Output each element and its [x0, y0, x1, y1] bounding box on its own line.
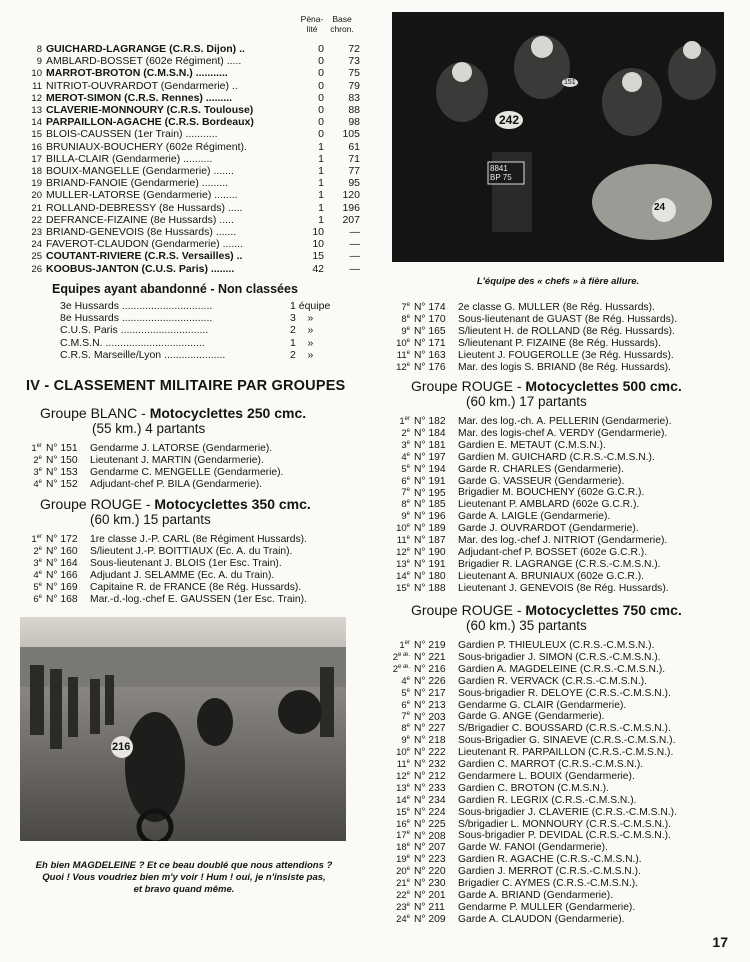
- abandon-title: Equipes ayant abandonné - Non classées: [52, 282, 298, 296]
- entry-position: 10e: [396, 337, 410, 349]
- entry-number: N° 166: [46, 569, 78, 581]
- entry-position: 10e: [396, 523, 410, 535]
- entry-number: N° 152: [46, 478, 78, 490]
- entry-rider: S/lieutenant P. FIZAINE (8e Rég. Hussards).: [458, 337, 661, 349]
- ranking-penalty: 10: [312, 238, 324, 251]
- entry-number: N° 170: [414, 314, 446, 326]
- ranking-rank: 25: [31, 251, 42, 263]
- entry-rider: Sous-lieutenant J. BLOIS (1er Esc. Train).: [90, 557, 282, 569]
- entry-number: N° 217: [414, 687, 446, 699]
- entry-number: N° 222: [414, 747, 446, 759]
- ranking-team: BRIAND-FANOIE (Gendarmerie) .........: [46, 177, 229, 190]
- ranking-penalty: 0: [318, 79, 324, 92]
- group-class: Motocyclettes 750 cmc.: [525, 602, 682, 618]
- ranking-base-time: 196: [342, 201, 360, 214]
- entry-position: 23e: [396, 901, 410, 913]
- entry-number: N° 164: [46, 557, 78, 569]
- ranking-base-time: —: [349, 226, 360, 238]
- entry-position: $2^{e æ.}$: [392, 663, 410, 675]
- entry-rider: Mar. des log.-ch. A. PELLERIN (Gendarmerie).: [458, 416, 672, 428]
- entry-position: 5e: [33, 581, 42, 593]
- section-title: IV - CLASSEMENT MILITAIRE PAR GROUPES: [26, 378, 346, 394]
- entry-rider: Gendarme J. LATORSE (Gendarmerie).: [90, 443, 273, 455]
- entry-rider: S/brigadier L. MONNOURY (C.R.S.-C.M.S.N.).: [458, 818, 672, 830]
- ranking-penalty: 1: [318, 213, 324, 226]
- ranking-base-time: 83: [348, 91, 360, 104]
- entry-position: 21e: [396, 878, 410, 890]
- entry-rider: Gardien A. MAGDELEINE (C.R.S.-C.M.S.N.).: [458, 663, 666, 675]
- entry-position: 11e: [396, 535, 410, 547]
- entry-number: N° 220: [414, 866, 446, 878]
- ranking-team: BRUNIAUX-BOUCHERY (602e Régiment).: [46, 140, 247, 153]
- entry-rider: Gendarmere L. BOUIX (Gendarmerie).: [458, 771, 635, 783]
- entry-rider: S/Brigadier C. BOUSSARD (C.R.S.-C.M.S.N.).: [458, 723, 671, 735]
- entry-position: 11e: [396, 759, 410, 771]
- entry-position: 24e: [396, 913, 410, 925]
- entry-number: N° 234: [414, 794, 446, 806]
- entry-number: N° 197: [414, 451, 446, 463]
- entry-number: N° 174: [414, 302, 446, 314]
- entry-rider: Lieutenant R. PARPAILLON (C.R.S.-C.M.S.N.).: [458, 747, 674, 759]
- entry-position: 2e: [33, 454, 42, 467]
- entry-position: 22e: [396, 889, 410, 902]
- abandon-row: [60, 337, 340, 349]
- ranking-team: DEFRANCE-FIZAINE (8e Hussards) .....: [46, 213, 234, 226]
- entry-rider: Gardien R. LEGRIX (C.R.S.-C.M.S.N.).: [458, 794, 637, 806]
- abandon-team: C.M.S.N. ..................................: [60, 336, 205, 349]
- entry-number: N° 180: [414, 570, 446, 582]
- entry-position: 1er: [399, 416, 410, 428]
- entry-number: N° 191: [414, 475, 446, 487]
- entry-position: 12e: [396, 361, 410, 373]
- group-title: [40, 496, 311, 512]
- entry-number: N° 165: [414, 325, 446, 337]
- entry-rider: Sous-brigadier P. DEVIDAL (C.R.S.-C.M.S.N.).: [458, 830, 671, 842]
- ranking-rank: 24: [31, 239, 42, 251]
- ranking-penalty: 1: [318, 152, 324, 165]
- entry-position: 12e: [396, 770, 410, 783]
- ranking-team: CLAVERIE-MONNOURY (C.R.S. Toulouse): [46, 104, 254, 116]
- entry-position: 20e: [396, 866, 410, 878]
- entry-position: 7e: [401, 487, 410, 499]
- entry-position: 18e: [396, 842, 410, 854]
- entry-position: 19e: [396, 854, 410, 866]
- entry-position: 17e: [396, 830, 410, 842]
- entry-rider: Lieutenant A. BRUNIAUX (602e G.C.R.).: [458, 570, 644, 582]
- photo-chefs-team: [392, 12, 724, 262]
- ranking-team: KOOBUS-JANTON (C.U.S. Paris) ........: [46, 262, 235, 275]
- entry-rider: 1re classe J.-P. CARL (8e Régiment Hussards).: [90, 534, 307, 546]
- entry-rider: Lieutenant P. AMBLARD (602e G.C.R.).: [458, 499, 640, 511]
- ranking-rank: 15: [31, 129, 42, 141]
- entry-rider: Mar.-d.-log.-chef E. GAUSSEN (1er Esc. Train).: [90, 593, 307, 605]
- ranking-base-time: 71: [348, 152, 360, 165]
- ranking-team: MEROT-SIMON (C.R.S. Rennes) .........: [46, 91, 233, 104]
- ranking-penalty: 1: [318, 201, 324, 214]
- entry-position: 6e: [33, 593, 42, 605]
- entry-number: N° 219: [414, 640, 446, 652]
- entry-number: N° 172: [46, 534, 78, 546]
- entry-rider: Gardien P. THIEULEUX (C.R.S.-C.M.S.N.).: [458, 640, 655, 652]
- entry-rider: Gardien R. VERVACK (C.R.S.-C.M.S.N.).: [458, 675, 648, 687]
- entry-rider: Lieutenant J. GENEVOIS (8e Rég. Hussards).: [458, 582, 669, 594]
- entry-position: $2^{e æ.}$: [392, 651, 410, 664]
- result-entry: [20, 592, 307, 606]
- entry-rider: S/lieutent J.-P. BOITTIAUX (Ec. A. du Train).: [90, 546, 293, 558]
- ranking-team: BLOIS-CAUSSEN (1er Train) ...........: [46, 128, 218, 141]
- abandon-row: [60, 349, 340, 361]
- photo-top-caption: L'équipe des « chefs » à fière allure.: [476, 276, 640, 287]
- abandon-row: [60, 324, 340, 336]
- entry-number: N° 232: [414, 759, 446, 771]
- entry-rider: Gendarme G. CLAIR (Gendarmerie).: [458, 699, 627, 711]
- entry-number: N° 184: [414, 428, 446, 440]
- entry-position: 1er: [31, 534, 42, 546]
- ranking-base-time: 73: [348, 55, 360, 68]
- group-title: [411, 602, 682, 618]
- entry-number: N° 168: [46, 593, 78, 605]
- ranking-rank: 14: [31, 117, 42, 129]
- abandon-count: 2 »: [290, 348, 314, 361]
- race-number-242: 242: [495, 111, 523, 129]
- photo-race-road: [20, 617, 346, 841]
- ranking-row: [22, 263, 360, 276]
- entry-number: N° 153: [46, 466, 78, 478]
- group-title: [411, 378, 682, 394]
- licence-plate: 8841 BP 75: [490, 164, 512, 182]
- entry-number: N° 226: [414, 675, 446, 687]
- entry-number: N° 188: [414, 582, 446, 594]
- entry-position: 5e: [401, 463, 410, 475]
- entry-rider: Capitaine R. de FRANCE (8e Rég. Hussards).: [90, 581, 302, 593]
- entry-position: 7e: [401, 711, 410, 723]
- entry-rider: Gendarme P. MULLER (Gendarmerie).: [458, 901, 636, 913]
- group-class: Motocyclettes 350 cmc.: [154, 496, 311, 512]
- abandon-row: [60, 312, 340, 324]
- entry-position: 7e: [401, 302, 410, 314]
- entry-rider: 2e classe G. MULLER (8e Rég. Hussards).: [458, 302, 655, 314]
- entry-position: 4e: [401, 451, 410, 463]
- entry-position: 1er: [31, 443, 42, 455]
- entry-position: 6e: [401, 699, 410, 711]
- entry-rider: Garde G. VASSEUR (Gendarmerie).: [458, 475, 625, 487]
- ranking-base-time: 207: [342, 213, 360, 226]
- entry-rider: Lieutent J. FOUGEROLLE (3e Rég. Hussards).: [458, 349, 674, 361]
- entry-number: N° 150: [46, 455, 78, 467]
- ranking-base-time: 77: [348, 165, 360, 177]
- entry-position: 10e: [396, 747, 410, 759]
- entry-position: 13e: [396, 782, 410, 794]
- entry-number: N° 171: [414, 337, 446, 349]
- entry-position: 14e: [396, 570, 410, 582]
- ranking-base-time: 72: [348, 43, 360, 55]
- ranking-rank: 17: [31, 153, 42, 165]
- entry-number: N° 216: [414, 663, 446, 675]
- entry-position: 4e: [33, 478, 42, 490]
- entry-position: 2e: [33, 545, 42, 558]
- result-entry: [20, 477, 262, 491]
- ranking-base-time: —: [349, 262, 360, 275]
- entry-rider: Adjudant-chef P. BOSSET (602e G.C.R.).: [458, 547, 648, 559]
- entry-position: 3e: [401, 439, 410, 451]
- ranking-team: COUTANT-RIVIERE (C.R.S. Versailles) ..: [46, 250, 243, 263]
- entry-rider: Gardien M. GUICHARD (C.R.S.-C.M.S.N.).: [458, 451, 655, 463]
- photo-bottom-caption: Eh bien MAGDELEINE ? Et ce beau doublé que nous attendions ? Quoi ! Vous voudriez bien m'y voir ! Hum ! oui, je n'insiste pas, et bravo quand même.: [35, 860, 333, 895]
- entry-rider: Adjudant J. SELAMME (Ec. A. du Train).: [90, 569, 275, 581]
- ranking-rank: 10: [31, 68, 42, 80]
- abandon-count: 1 »: [290, 336, 314, 349]
- group-class: Motocyclettes 500 cmc.: [525, 378, 682, 394]
- entry-rider: Brigadier C. AYMES (C.R.S.-C.M.S.N.).: [458, 878, 639, 890]
- entry-rider: Lieutenant J. MARTIN (Gendarmerie).: [90, 455, 264, 467]
- ranking-base-time: 95: [348, 177, 360, 190]
- result-entry: [388, 360, 671, 374]
- entry-rider: Garde A. CLAUDON (Gendarmerie).: [458, 913, 625, 925]
- ranking-penalty: 0: [318, 67, 324, 80]
- entry-rider: Gardien J. MERROT (C.R.S.-C.M.S.N.).: [458, 866, 641, 878]
- ranking-base-time: 75: [348, 67, 360, 80]
- abandon-row: [60, 300, 340, 312]
- entry-number: N° 151: [46, 443, 78, 455]
- entry-rider: Gardien R. AGACHE (C.R.S.-C.M.S.N.).: [458, 854, 642, 866]
- entry-rider: Brigadier R. LAGRANGE (C.R.S.-C.M.S.N.).: [458, 558, 661, 570]
- entry-number: N° 201: [414, 890, 446, 902]
- entry-position: 8e: [401, 499, 410, 511]
- entry-position: 4e: [401, 675, 410, 687]
- entry-rider: Garde G. ANGE (Gendarmerie).: [458, 711, 605, 723]
- entry-rider: Brigadier M. BOUCHENY (602e G.C.R.).: [458, 487, 645, 499]
- entry-position: 13e: [396, 558, 410, 570]
- page-number: 17: [712, 934, 728, 950]
- entry-position: 16e: [396, 818, 410, 830]
- ranking-team: BILLA-CLAIR (Gendarmerie) ..........: [46, 152, 213, 165]
- group-title: [40, 405, 306, 421]
- entry-position: 4e: [33, 569, 42, 581]
- entry-position: 15e: [396, 582, 410, 594]
- entry-number: N° 212: [414, 771, 446, 783]
- entry-number: N° 191: [414, 558, 446, 570]
- ranking-rank: 18: [31, 166, 42, 177]
- abandon-team: C.U.S. Paris ..............................: [60, 324, 209, 337]
- ranking-base-time: 79: [348, 79, 360, 92]
- ranking-team: ROLLAND-DEBRESSY (8e Hussards) .....: [46, 201, 243, 214]
- ranking-base-time: 98: [348, 116, 360, 129]
- group-class: Motocyclettes 250 cmc.: [149, 405, 307, 421]
- group-label: Groupe ROUGE -: [411, 378, 526, 394]
- ranking-penalty: 42: [312, 262, 324, 275]
- entry-number: N° 163: [414, 349, 446, 361]
- ranking-base-time: —: [349, 250, 360, 263]
- entry-rider: Mar. des log.-chef J. NITRIOT (Gendarmerie).: [458, 535, 668, 547]
- entry-number: N° 190: [414, 547, 446, 559]
- penalty-header: Péna- lité: [300, 14, 324, 34]
- entry-rider: Garde W. FANOI (Gendarmerie).: [458, 842, 608, 854]
- entry-number: N° 181: [414, 439, 446, 451]
- ranking-team: AMBLARD-BOSSET (602e Régiment) .....: [46, 55, 242, 68]
- ranking-rank: 12: [31, 92, 42, 104]
- entry-position: 12e: [396, 546, 410, 559]
- entry-position: 3e: [33, 557, 42, 569]
- entry-number: N° 187: [414, 535, 446, 547]
- ranking-rank: 16: [31, 141, 42, 153]
- entry-number: N° 196: [414, 511, 446, 523]
- entry-rider: Garde A. BRIAND (Gendarmerie).: [458, 890, 614, 902]
- ranking-base-time: 120: [342, 189, 360, 202]
- entry-position: 3e: [33, 466, 42, 478]
- ranking-penalty: 1: [318, 165, 324, 177]
- entry-position: 8e: [401, 313, 410, 326]
- ranking-base-time: —: [349, 238, 360, 251]
- ranking-rank: 21: [31, 202, 42, 214]
- ranking-penalty: 0: [318, 91, 324, 104]
- ranking-penalty: 1: [318, 189, 324, 202]
- entry-number: N° 230: [414, 878, 446, 890]
- ranking-rank: 19: [31, 178, 42, 190]
- entry-rider: Gardien E. METAUT (C.M.S.N.).: [458, 439, 606, 451]
- ranking-penalty: 0: [318, 128, 324, 141]
- group-label: Groupe ROUGE -: [40, 496, 155, 512]
- ranking-base-time: 105: [342, 128, 360, 141]
- entry-number: N° 176: [414, 361, 446, 373]
- ranking-team: MULLER-LATORSE (Gendarmerie) ........: [46, 189, 238, 202]
- entry-number: N° 225: [414, 818, 446, 830]
- entry-rider: Sous-Brigadier G. SINAEVE (C.R.S.-C.M.S.N.).: [458, 735, 676, 747]
- group-subtitle: (60 km.) 17 partants: [466, 394, 587, 409]
- entry-rider: Gardien C. BROTON (C.M.S.N.).: [458, 782, 609, 794]
- entry-position: 9e: [401, 735, 410, 747]
- photo-race-road-image: [20, 617, 346, 841]
- abandon-count: 2 »: [290, 324, 314, 337]
- ranking-team: MARROT-BROTON (C.M.S.N.) ...........: [46, 67, 228, 80]
- entry-rider: Gendarme C. MENGELLE (Gendarmerie).: [90, 466, 284, 478]
- entry-number: N° 203: [414, 711, 446, 723]
- abandon-team: 3e Hussards ...............................: [60, 300, 213, 312]
- entry-rider: Mar. des logis S. BRIAND (8e Rég. Hussards).: [458, 361, 671, 373]
- entry-position: 9e: [401, 325, 410, 337]
- entry-position: 8e: [401, 723, 410, 735]
- ranking-penalty: 1: [318, 140, 324, 153]
- group-subtitle: (55 km.) 4 partants: [92, 421, 206, 436]
- entry-rider: Mar. des logis-chef A. VERDY (Gendarmerie).: [458, 428, 668, 440]
- entry-number: N° 233: [414, 782, 446, 794]
- ranking-team: GUICHARD-LAGRANGE (C.R.S. Dijon) ..: [46, 43, 245, 55]
- entry-number: N° 213: [414, 699, 446, 711]
- entry-number: N° 169: [46, 581, 78, 593]
- abandon-team: C.R.S. Marseille/Lyon .....................: [60, 348, 226, 361]
- ranking-rank: 11: [32, 80, 42, 92]
- race-number-216: 216: [112, 741, 131, 753]
- entry-rider: Garde A. LAIGLE (Gendarmerie).: [458, 511, 611, 523]
- entry-position: 5e: [401, 687, 410, 699]
- entry-position: 6e: [401, 475, 410, 487]
- group-subtitle: (60 km.) 15 partants: [90, 512, 211, 527]
- entry-number: N° 185: [414, 499, 446, 511]
- entry-number: N° 207: [414, 842, 446, 854]
- ranking-team: FAVEROT-CLAUDON (Gendarmerie) .......: [46, 238, 244, 251]
- entry-number: N° 224: [414, 806, 446, 818]
- entry-rider: Adjudant-chef P. BILA (Gendarmerie).: [90, 478, 263, 490]
- entry-number: N° 208: [414, 830, 446, 842]
- result-entry: [388, 581, 669, 595]
- ranking-penalty: 0: [318, 43, 324, 55]
- entry-rider: Garde J. OUVRARDOT (Gendarmerie).: [458, 523, 639, 535]
- base-header: Base chron.: [330, 14, 354, 34]
- entry-position: 9e: [401, 511, 410, 523]
- ranking-base-time: 88: [348, 104, 360, 116]
- ranking-base-time: 61: [348, 140, 360, 153]
- ranking-penalty: 10: [312, 226, 324, 238]
- group-label: Groupe ROUGE -: [411, 602, 526, 618]
- group-label: Groupe BLANC -: [40, 405, 150, 421]
- ranking-team: BRIAND-GENEVOIS (8e Hussards) .......: [46, 226, 237, 238]
- entry-rider: Sous-brigadier J. CLAVERIE (C.R.S.-C.M.S.N.).: [458, 806, 677, 818]
- entry-rider: Sous-brigadier R. DELOYE (C.R.S.-C.M.S.N.).: [458, 687, 671, 699]
- entry-number: N° 218: [414, 735, 446, 747]
- entry-position: 14e: [396, 794, 410, 806]
- entry-number: N° 189: [414, 523, 446, 535]
- entry-rider: Sous-brigadier J. SIMON (C.R.S.-C.M.S.N.).: [458, 652, 661, 664]
- entry-number: N° 227: [414, 723, 446, 735]
- entry-position: 15e: [396, 806, 410, 818]
- ranking-penalty: 15: [312, 250, 324, 263]
- ranking-rank: 20: [31, 190, 42, 202]
- entry-rider: Sous-lieutenant de GUAST (8e Rég. Hussards).: [458, 314, 678, 326]
- ranking-rank: 22: [31, 214, 42, 226]
- abandon-count: 3 »: [290, 312, 314, 325]
- photo-chefs-team-image: [392, 12, 724, 262]
- ranking-penalty: 0: [318, 104, 324, 116]
- entry-number: N° 160: [46, 546, 78, 558]
- entry-number: N° 182: [414, 416, 446, 428]
- ranking-rank: 9: [36, 56, 42, 68]
- ranking-team: PARPAILLON-AGACHE (C.R.S. Bordeaux): [46, 116, 254, 129]
- ranking-rank: 23: [31, 227, 42, 238]
- entry-number: N° 209: [414, 913, 446, 925]
- ranking-team: NITRIOT-OUVRARDOT (Gendarmerie) ..: [46, 79, 238, 92]
- result-entry: [388, 912, 625, 926]
- ranking-rank: 26: [31, 263, 42, 275]
- abandon-team: 8e Hussards ...............................: [60, 312, 213, 325]
- entry-position: 2e: [401, 427, 410, 440]
- entry-position: 1er: [399, 640, 410, 652]
- entry-number: N° 223: [414, 854, 446, 866]
- entry-number: N° 211: [414, 901, 445, 913]
- group-subtitle: (60 km.) 35 partants: [466, 618, 587, 633]
- ranking-penalty: 1: [318, 177, 324, 190]
- race-number-24: 24: [654, 202, 666, 213]
- ranking-rank: 8: [36, 44, 42, 55]
- entry-number: N° 194: [414, 463, 446, 475]
- entry-rider: S/lieutent H. de ROLLAND (8e Rég. Hussards).: [458, 325, 675, 337]
- ranking-penalty: 0: [318, 55, 324, 68]
- entry-rider: Garde R. CHARLES (Gendarmerie).: [458, 463, 624, 475]
- entry-number: N° 221: [414, 652, 446, 664]
- abandon-count: 1 équipe: [290, 300, 331, 312]
- entry-rider: Gardien C. MARROT (C.R.S.-C.M.S.N.).: [458, 759, 644, 771]
- ranking-team: BOUIX-MANGELLE (Gendarmerie) .......: [46, 165, 234, 177]
- entry-position: 11e: [396, 349, 410, 361]
- ranking-rank: 13: [31, 105, 42, 116]
- ranking-penalty: 0: [318, 116, 324, 129]
- entry-number: N° 195: [414, 487, 446, 499]
- race-number-151: 151: [564, 79, 576, 86]
